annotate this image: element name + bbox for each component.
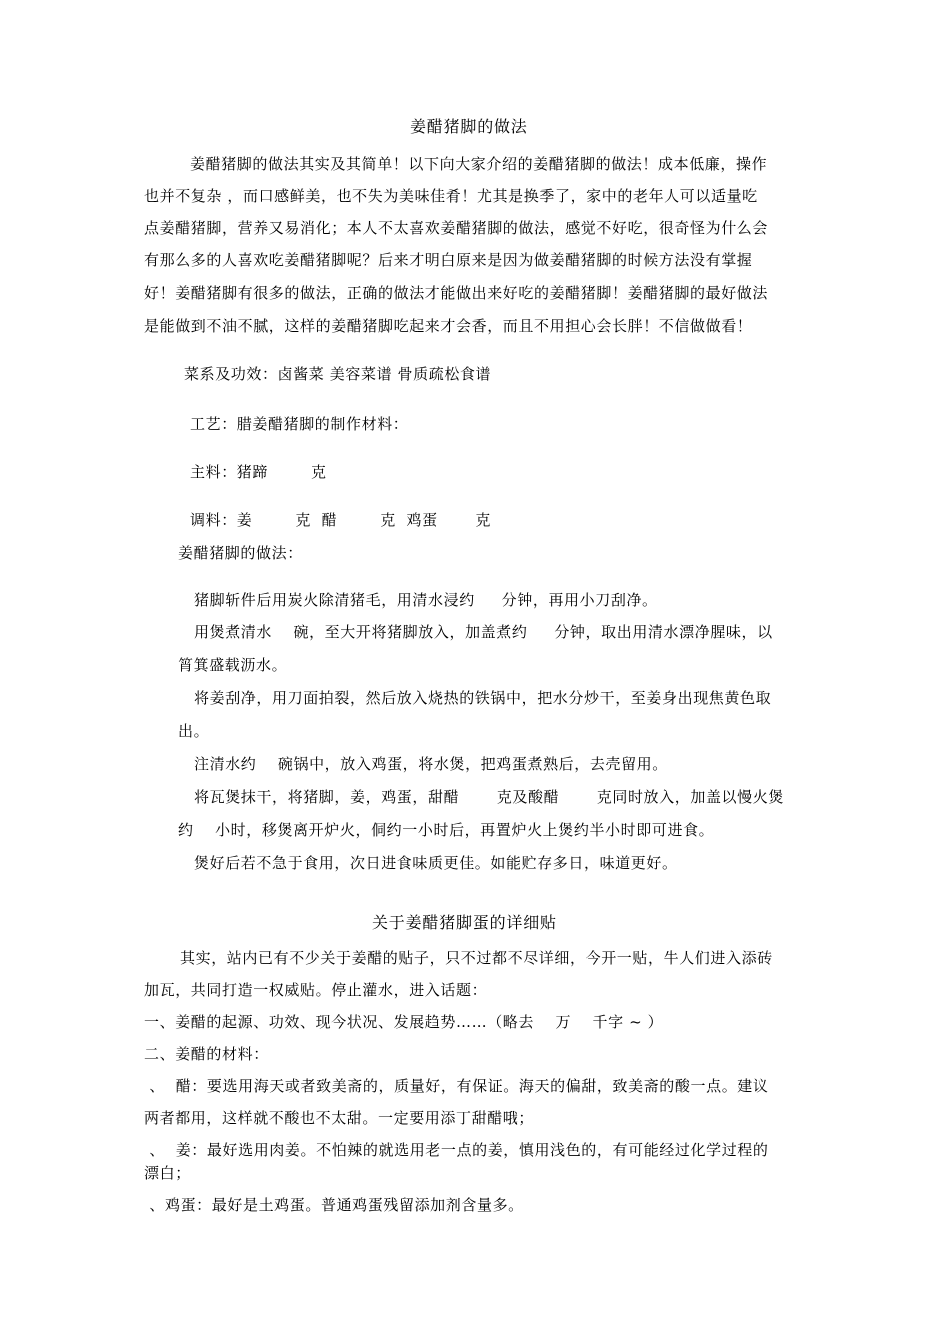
doc-title: 姜醋猪脚的做法 — [410, 117, 528, 136]
part2-line: 、鸡蛋：最好是土鸡蛋。普通鸡蛋残留添加剂含量多。 — [144, 1196, 524, 1214]
step-line: 注清水约 碗锅中，放入鸡蛋，将水煲，把鸡蛋煮熟后，去壳留用。 — [194, 755, 668, 773]
part2-line: 一、姜醋的起源、功效、现今状况、发展趋势……（略去 万 千字 ~ ） — [144, 1013, 664, 1031]
part2-line: 其实，站内已有不少关于姜醋的贴子，只不过都不尽详细，今开一贴，牛人们进入添砖 — [180, 949, 773, 967]
method-heading: 姜醋猪脚的做法： — [178, 544, 303, 562]
intro-line: 也并不复杂 ，而口感鲜美，也不失为美味佳肴！尤其是换季了，家中的老年人可以适量吃 — [144, 187, 758, 205]
step-line: 将姜刮净，用刀面拍裂，然后放入烧热的铁锅中，把水分炒干，至姜身出现焦黄色取 — [194, 689, 772, 707]
step-line: 猪脚斩件后用炭火除清猪毛，用清水浸约 分钟，再用小刀刮净。 — [194, 591, 658, 609]
part2-line: 两者都用，这样就不酸也不太甜。一定要用添丁甜醋哦； — [144, 1109, 535, 1127]
intro-line: 有那么多的人喜欢吃姜醋猪脚呢？后来才明白原来是因为做姜醋猪脚的时候方法没有掌握 — [144, 251, 753, 269]
step-line: 煲好后若不急于食用，次日进食味质更佳。如能贮存多日，味道更好。 — [194, 854, 678, 872]
main-ingredient-line: 主料：猪蹄 克 — [190, 463, 327, 481]
intro-line: 姜醋猪脚的做法其实及其简单！以下向大家介绍的姜醋猪脚的做法！成本低廉，操作 — [190, 155, 768, 173]
part2-line: 二、姜醋的材料： — [144, 1045, 269, 1063]
intro-line: 好！姜醋猪脚有很多的做法，正确的做法才能做出来好吃的姜醋猪脚！姜醋猪脚的最好做法 — [144, 284, 769, 302]
step-line: 出。 — [178, 722, 210, 740]
section-title: 关于姜醋猪脚蛋的详细贴 — [372, 913, 557, 932]
part2-line: 、 姜：最好选用肉姜。不怕辣的就选用老一点的姜，慎用浅色的，有可能经过化学过程的 — [144, 1141, 769, 1159]
part2-line: 加瓦，共同打造一权威贴。停止灌水，进入话题： — [144, 981, 488, 999]
intro-line: 是能做到不油不腻，这样的姜醋猪脚吃起来才会香，而且不用担心会长胖！不信做做看！ — [144, 317, 753, 335]
intro-line: 点姜醋猪脚，营养又易消化；本人不太喜欢姜醋猪脚的做法，感觉不好吃，很奇怪为什么会 — [144, 219, 769, 237]
category-line: 菜系及功效：卤酱菜 美容菜谱 骨质疏松食谱 — [184, 365, 492, 383]
seasoning-line: 调料：姜 克 醋 克 鸡蛋 克 — [190, 511, 491, 529]
step-line: 筲箕盛载沥水。 — [178, 656, 288, 674]
step-line: 将瓦煲抹干，将猪脚，姜，鸡蛋，甜醋 克及酸醋 克同时放入，加盖以慢火煲 — [194, 788, 784, 806]
part2-line: 、 醋：要选用海天或者致美斋的，质量好，有保证。海天的偏甜，致美斋的酸一点。建议 — [144, 1077, 769, 1095]
part2-line: 漂白； — [144, 1164, 191, 1182]
step-line: 用煲煮清水 碗，至大开将猪脚放入，加盖煮约 分钟，取出用清水漂净腥味，以 — [194, 623, 773, 641]
step-line: 约 小时，移煲离开炉火，侗约一小时后，再置炉火上煲约半小时即可进食。 — [178, 821, 715, 839]
craft-line: 工艺：腊姜醋猪脚的制作材料： — [190, 415, 409, 433]
